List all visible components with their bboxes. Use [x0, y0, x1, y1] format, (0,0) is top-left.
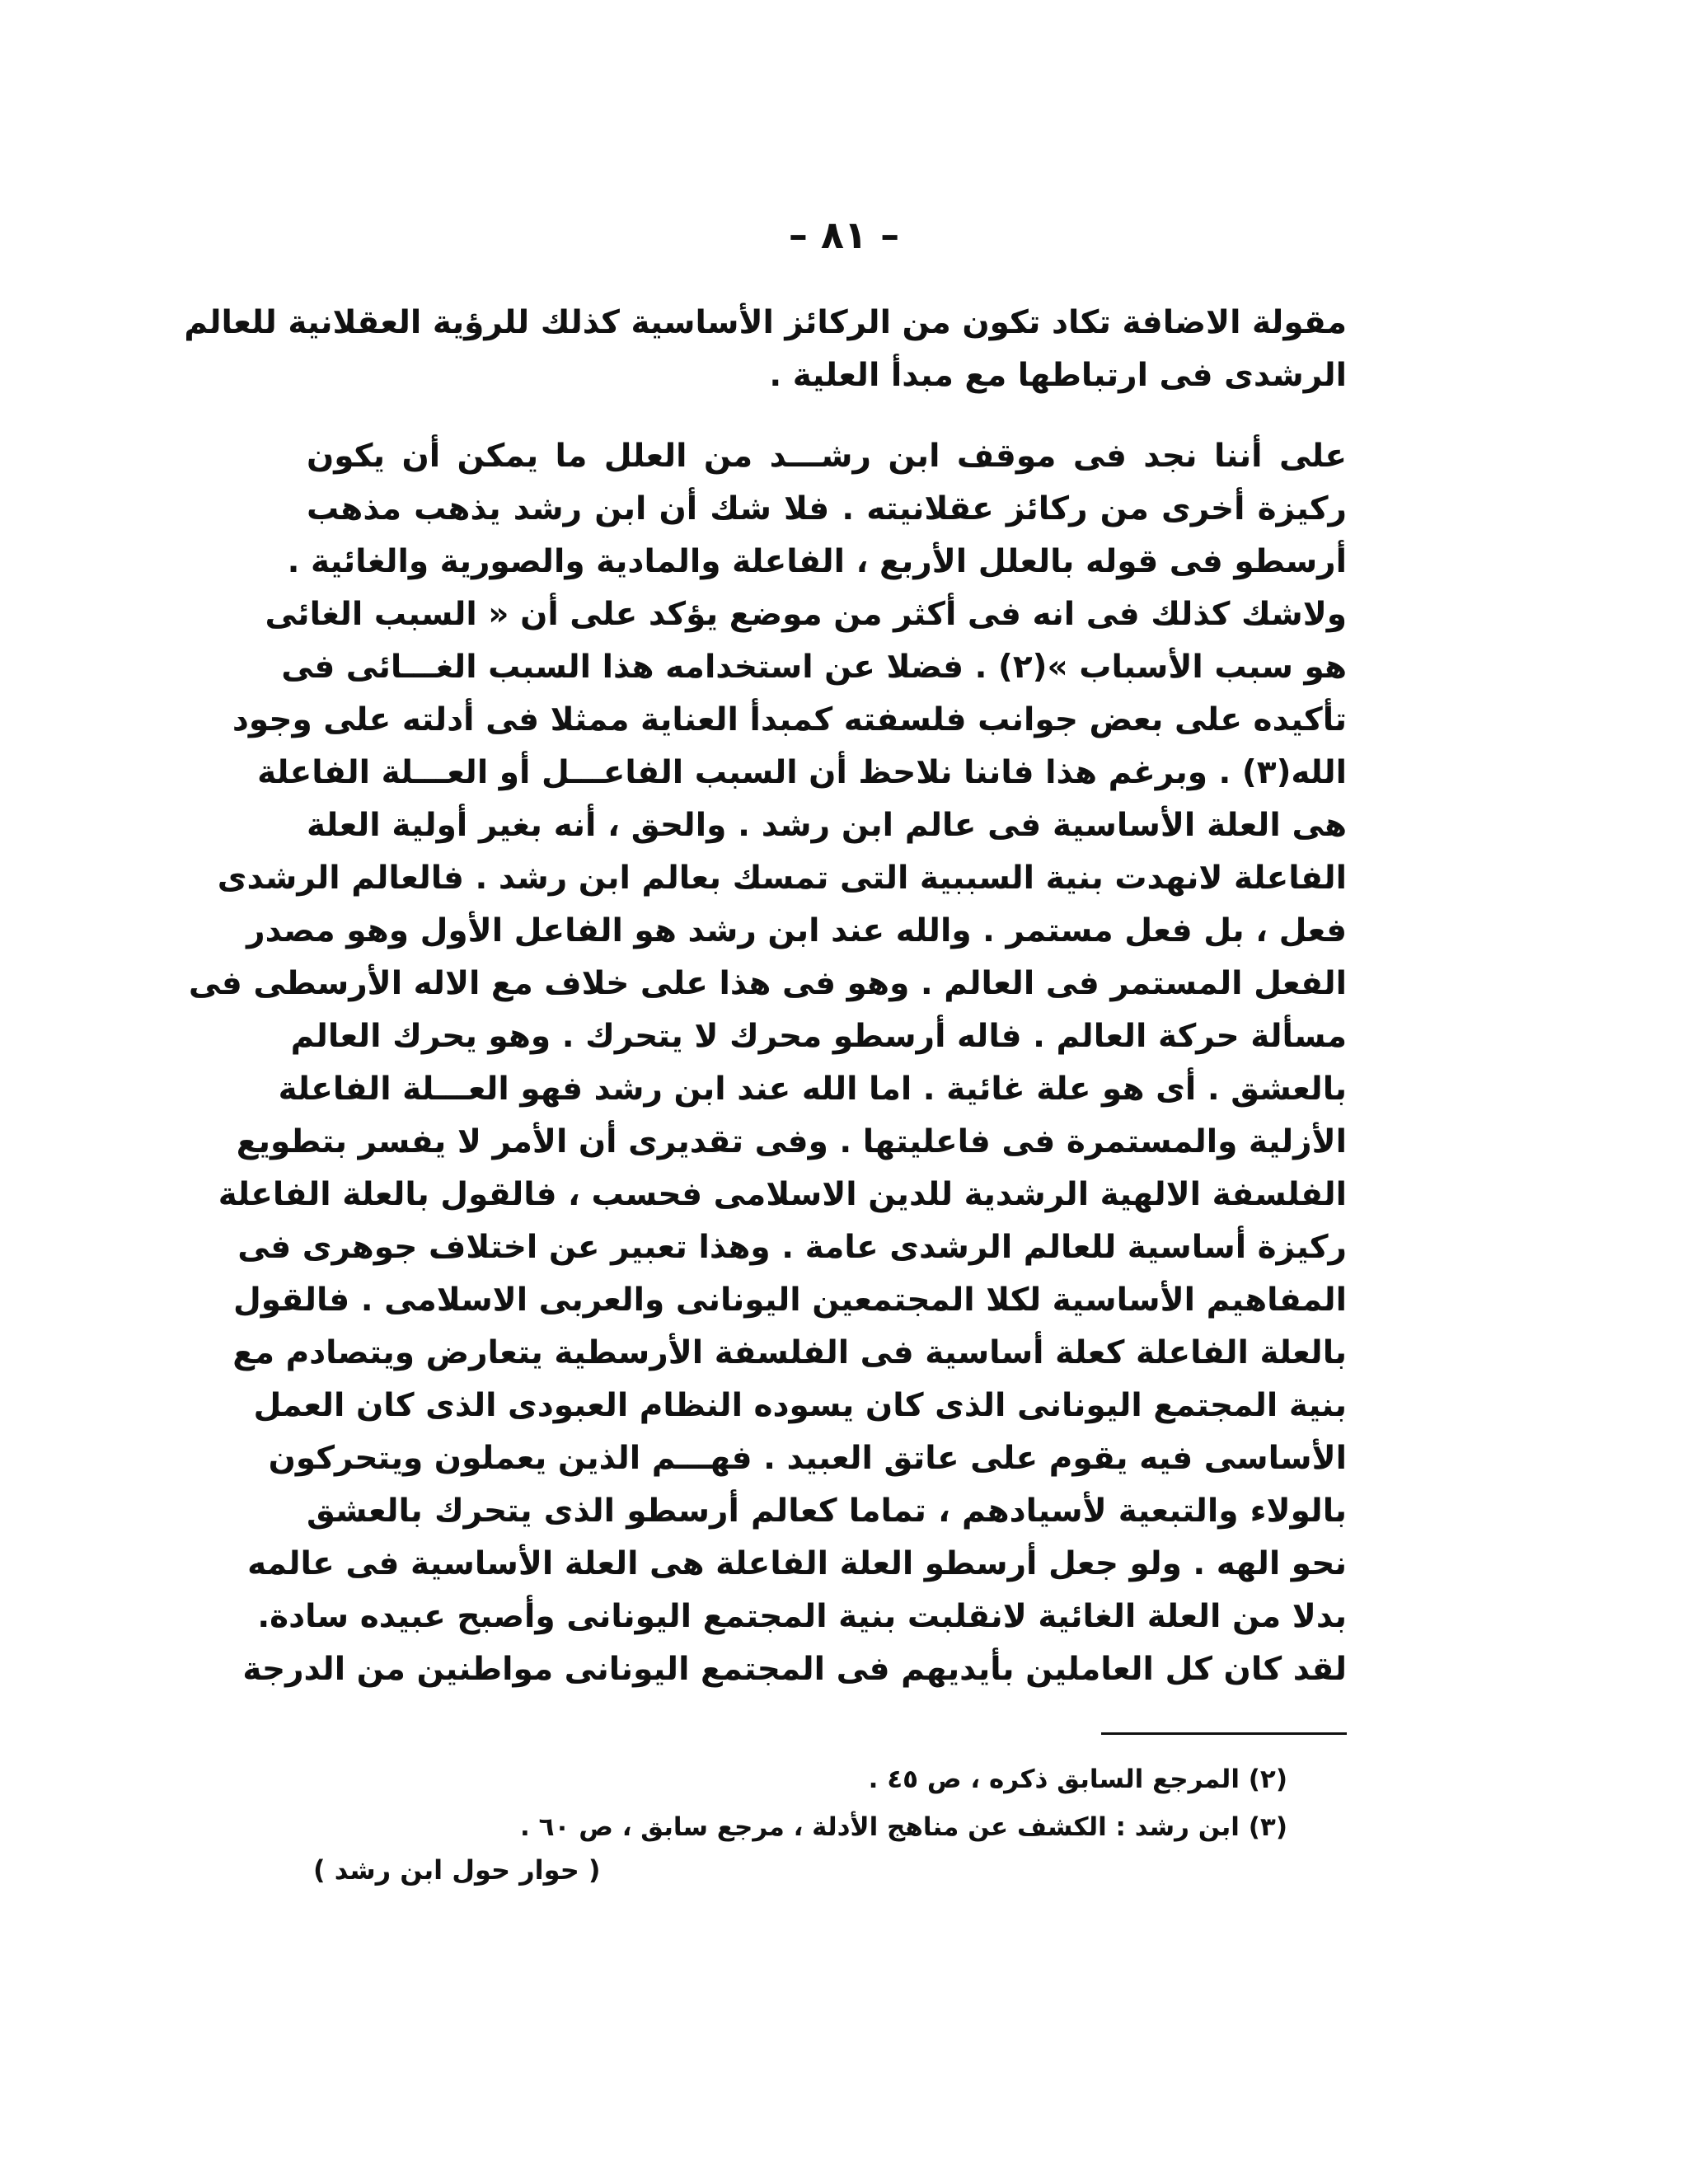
text-line: نحو الهه . ولو جعل أرسطو العلة الفاعلة هى العلة الأساسية فى عالمه — [247, 1545, 1347, 1582]
paragraph-2 — [188, 430, 1347, 1696]
footnotes — [307, 1755, 1287, 1851]
text-line: بالعشق . أى هو علة غائية . اما الله عند ابن رشد فهو العـــلة الفاعلة — [278, 1071, 1347, 1108]
paragraph-1 — [184, 297, 1347, 402]
text-line: ولاشك كذلك فى انه فى أكثر من موضع يؤكد على أن « السبب الغائى — [265, 596, 1347, 633]
text-line: الأساسى فيه يقوم على عاتق العبيد . فهـــم الذين يعملون ويتحركون — [268, 1440, 1347, 1477]
text-line: بالولاء والتبعية لأسيادهم ، تماما كعالم أرسطو الذى يتحرك بالعشق — [307, 1493, 1347, 1530]
text-line: الله(٣) . وبرغم هذا فاننا نلاحظ أن السبب الفاعـــل أو العـــلة الفاعلة — [257, 754, 1347, 791]
text-line: تأكيده على بعض جوانب فلسفته كمبدأ العناية ممثلا فى أدلته على وجود — [232, 701, 1347, 738]
text-line: هو سبب الأسباب »(٢) . فضلا عن استخدامه هذا السبب الغـــائى فى — [281, 649, 1347, 686]
text-line: بدلا من العلة الغائية لانقلبت بنية المجتمع اليونانى وأصبح عبيده سادة. — [257, 1598, 1347, 1635]
text-line: الرشدى فى ارتباطها مع مبدأ العلية . — [769, 357, 1347, 394]
text-line: الفلسفة الالهية الرشدية للدين الاسلامى فحسب ، فالقول بالعلة الفاعلة — [218, 1176, 1347, 1213]
text-line: بنية المجتمع اليونانى الذى كان يسوده النظام العبودى الذى كان العمل — [253, 1387, 1347, 1424]
text-line: على أننا نجد فى موقف ابن رشـــد من العلل ما يمكن أن يكون — [307, 438, 1347, 475]
text-line: فعل ، بل فعل مستمر . والله عند ابن رشد هو الفاعل الأول وهو مصدر — [246, 912, 1347, 949]
text-line: مسألة حركة العالم . فاله أرسطو محرك لا يتحرك . وهو يحرك العالم — [290, 1018, 1347, 1055]
text-line: الأزلية والمستمرة فى فاعليتها . وفى تقديرى أن الأمر لا يفسر بتطويع — [236, 1123, 1347, 1160]
text-line: بالعلة الفاعلة كعلة أساسية فى الفلسفة الأرسطية يتعارض ويتصادم مع — [232, 1334, 1347, 1371]
footnote-2: (٢) المرجع السابق ذكره ، ص ٤٥ . — [868, 1765, 1287, 1794]
running-footer-book-title: ( حوار حول ابن رشد ) — [313, 1854, 601, 1886]
footnote-3: (٣) ابن رشد : الكشف عن مناهج الأدلة ، مرجع سابق ، ص ٦٠ . — [520, 1812, 1287, 1842]
text-line: المفاهيم الأساسية لكلا المجتمعين اليونانى والعربى الاسلامى . فالقول — [232, 1282, 1347, 1319]
text-line: أرسطو فى قوله بالعلل الأربع ، الفاعلة والمادية والصورية والغائية . — [287, 543, 1347, 580]
text-line: لقد كان كل العاملين بأيديهم فى المجتمع اليونانى مواطنين من الدرجة — [242, 1651, 1347, 1688]
text-line: هى العلة الأساسية فى عالم ابن رشد . والحق ، أنه بغير أولية العلة — [307, 807, 1347, 844]
text-line: ركيزة أخرى من ركائز عقلانيته . فلا شك أن ابن رشد يذهب مذهب — [307, 490, 1347, 527]
footnote-divider — [1101, 1732, 1347, 1735]
text-line: الفعل المستمر فى العالم . وهو فى هذا على خلاف مع الاله الأرسطى فى — [188, 965, 1347, 1002]
page-number: – ٨١ – — [788, 213, 900, 257]
text-line: الفاعلة لانهدت بنية السببية التى تمسك بعالم ابن رشد . فالعالم الرشدى — [217, 860, 1347, 897]
text-line: مقولة الاضافة تكاد تكون من الركائز الأساسية كذلك للرؤية العقلانية للعالم — [184, 304, 1347, 341]
text-line: ركيزة أساسية للعالم الرشدى عامة . وهذا تعبير عن اختلاف جوهرى فى — [237, 1229, 1347, 1266]
